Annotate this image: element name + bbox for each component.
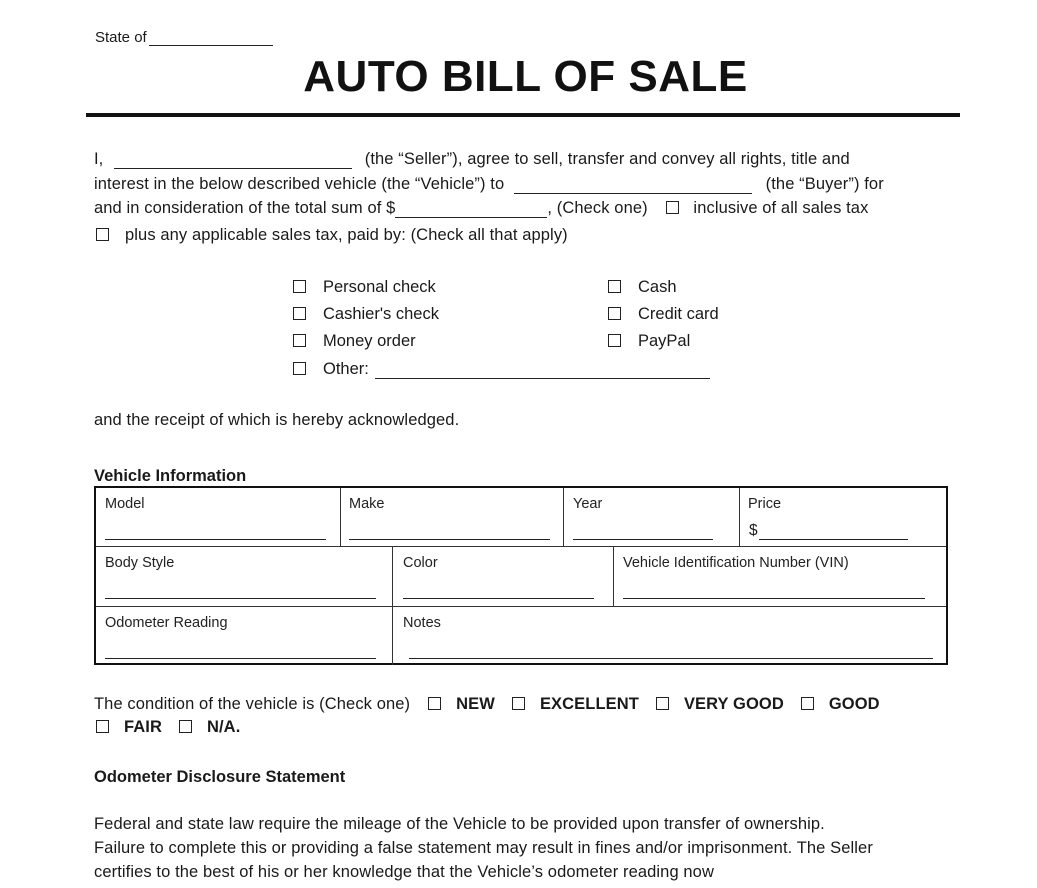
receipt-acknowledgement: and the receipt of which is hereby acknowledged. — [94, 411, 460, 429]
condition-new-checkbox[interactable] — [428, 697, 441, 710]
year-label: Year — [573, 496, 603, 512]
table-col-divider — [563, 488, 564, 546]
condition-na-checkbox[interactable] — [179, 720, 192, 733]
buyer-clause-suffix: (the “Buyer”) for — [765, 175, 884, 193]
payment-personal-check — [293, 278, 436, 297]
condition-na-label: N/A. — [206, 718, 241, 736]
intro-line-1 — [94, 150, 850, 169]
seller-name-field[interactable] — [114, 152, 352, 169]
payment-cash — [608, 278, 677, 297]
price-dollar-sign: $ — [749, 522, 758, 539]
payment-cashiers-check — [293, 305, 439, 324]
model-label: Model — [105, 496, 145, 512]
table-col-divider — [392, 546, 393, 606]
other-checkbox[interactable] — [293, 362, 306, 375]
odometer-disclosure-line-1: Federal and state law require the mileage of the Vehicle to be provided upon transfer of ownership. — [94, 815, 825, 833]
buyer-clause-prefix: interest in the below described vehicle (the “Vehicle”) to — [94, 175, 505, 193]
condition-prompt: The condition of the vehicle is (Check one) — [94, 695, 411, 713]
odometer-reading-label: Odometer Reading — [105, 615, 228, 631]
inclusive-tax-checkbox[interactable] — [666, 201, 679, 214]
table-col-divider — [392, 606, 393, 665]
buyer-name-field[interactable] — [514, 177, 752, 194]
personal-check-checkbox[interactable] — [293, 280, 306, 293]
odometer-reading-field[interactable] — [105, 658, 376, 659]
condition-excellent-checkbox[interactable] — [512, 697, 525, 710]
cashiers-check-label: Cashier's check — [323, 305, 439, 323]
seller-clause: (the “Seller”), agree to sell, transfer and convey all rights, title and — [364, 150, 850, 168]
vehicle-info-heading: Vehicle Information — [94, 467, 247, 485]
color-field[interactable] — [403, 598, 594, 599]
cash-checkbox[interactable] — [608, 280, 621, 293]
other-label: Other: — [323, 360, 369, 378]
personal-check-label: Personal check — [323, 278, 436, 296]
year-field[interactable] — [573, 539, 713, 540]
table-col-divider — [613, 546, 614, 606]
odometer-disclosure-line-2: Failure to complete this or providing a false statement may result in fines and/or imprisonment. The Seller — [94, 839, 873, 857]
condition-line-2 — [96, 718, 240, 737]
state-of-line — [95, 29, 273, 46]
paypal-checkbox[interactable] — [608, 334, 621, 347]
payment-money-order — [293, 332, 416, 351]
check-one-label: , (Check one) — [547, 199, 648, 217]
notes-field[interactable] — [409, 658, 933, 659]
odometer-disclosure-line-3: certifies to the best of his or her knowledge that the Vehicle’s odometer reading now — [94, 863, 714, 881]
intro-line-3 — [94, 199, 868, 218]
title-rule — [86, 113, 960, 117]
table-col-divider — [340, 488, 341, 546]
color-label: Color — [403, 555, 438, 571]
state-of-field[interactable] — [149, 30, 273, 46]
table-col-divider — [739, 488, 740, 546]
total-sum-label: and in consideration of the total sum of $ — [94, 199, 396, 217]
make-field[interactable] — [349, 539, 550, 540]
inclusive-tax-label: inclusive of all sales tax — [693, 199, 869, 217]
condition-new-label: NEW — [456, 695, 495, 713]
money-order-checkbox[interactable] — [293, 334, 306, 347]
condition-excellent-label: EXCELLENT — [539, 695, 639, 713]
intro-line-4 — [96, 226, 568, 245]
credit-card-checkbox[interactable] — [608, 307, 621, 320]
plus-tax-label: plus any applicable sales tax, paid by: (Check all that apply) — [125, 226, 568, 244]
vin-field[interactable] — [623, 598, 925, 599]
condition-very-good-checkbox[interactable] — [656, 697, 669, 710]
body-style-label: Body Style — [105, 555, 175, 571]
credit-card-label: Credit card — [638, 305, 719, 323]
condition-line-1 — [94, 695, 880, 714]
plus-tax-checkbox[interactable] — [96, 228, 109, 241]
condition-very-good-label: VERY GOOD — [683, 695, 784, 713]
price-label: Price — [748, 496, 782, 512]
money-order-label: Money order — [323, 332, 416, 350]
state-of-label: State of — [95, 29, 147, 46]
model-field[interactable] — [105, 539, 326, 540]
vehicle-info-table — [94, 486, 948, 665]
paypal-label: PayPal — [638, 332, 691, 350]
price-field[interactable] — [759, 539, 908, 540]
make-label: Make — [349, 496, 385, 512]
payment-other — [293, 360, 710, 379]
other-field[interactable] — [375, 362, 710, 379]
notes-label: Notes — [403, 615, 441, 631]
intro-line-2 — [94, 175, 884, 194]
odometer-disclosure-heading: Odometer Disclosure Statement — [94, 768, 346, 786]
condition-good-label: GOOD — [828, 695, 880, 713]
condition-good-checkbox[interactable] — [801, 697, 814, 710]
document-title: AUTO BILL OF SALE — [303, 52, 748, 101]
cashiers-check-checkbox[interactable] — [293, 307, 306, 320]
condition-fair-checkbox[interactable] — [96, 720, 109, 733]
body-style-field[interactable] — [105, 598, 376, 599]
table-row-divider — [96, 606, 946, 607]
table-row-divider — [96, 546, 946, 547]
intro-i-label: I, — [94, 150, 104, 168]
condition-fair-label: FAIR — [124, 718, 162, 736]
vin-label: Vehicle Identification Number (VIN) — [623, 555, 849, 571]
payment-credit-card — [608, 305, 719, 324]
cash-label: Cash — [638, 278, 677, 296]
total-sum-field[interactable] — [395, 201, 547, 218]
payment-paypal — [608, 332, 690, 351]
